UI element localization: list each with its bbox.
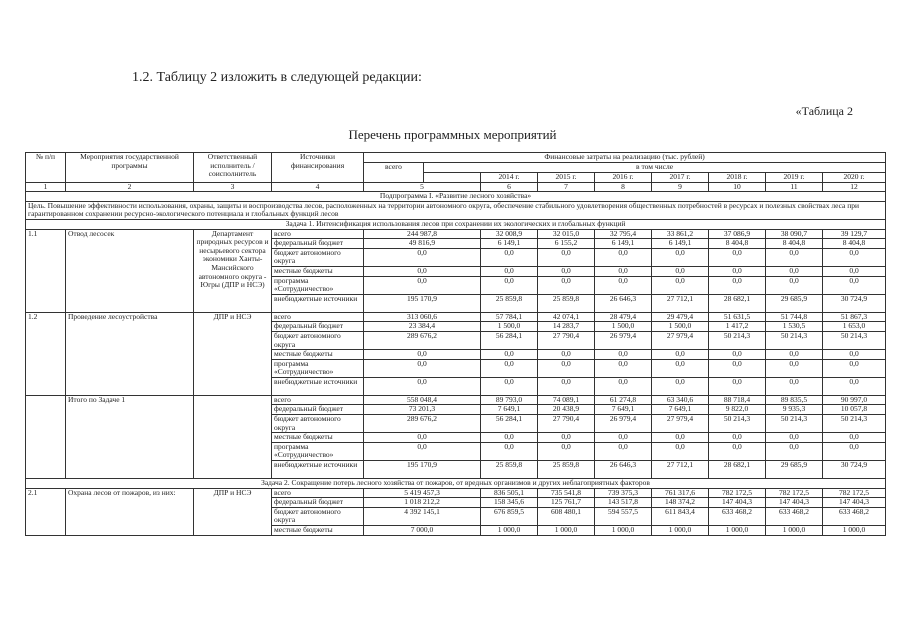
value-year: 1 000,0 — [652, 526, 709, 536]
value-year: 1 500,0 — [652, 322, 709, 332]
column-number: 2 — [66, 182, 194, 192]
column-number: 6 — [481, 182, 538, 192]
value-year: 26 979,4 — [595, 331, 652, 349]
executor: ДПР и НСЭ — [194, 312, 272, 395]
value-year: 1 000,0 — [766, 526, 823, 536]
value-total: 558 048,4 — [364, 395, 481, 405]
row-number: 1.2 — [26, 312, 66, 395]
value-year: 8 404,8 — [823, 239, 886, 249]
value-year: 0,0 — [766, 359, 823, 377]
intro-text: 1.2. Таблицу 2 изложить в следующей редакции: — [132, 70, 422, 85]
value-year: 782 172,5 — [766, 488, 823, 498]
value-year: 6 149,1 — [481, 239, 538, 249]
value-year: 782 172,5 — [823, 488, 886, 498]
value-year: 0,0 — [823, 276, 886, 294]
value-year: 0,0 — [709, 350, 766, 360]
value-year: 0,0 — [538, 266, 595, 276]
funding-source: федеральный бюджет — [272, 498, 364, 508]
activity-name: Проведение лесоустройства — [66, 312, 194, 395]
funding-source: федеральный бюджет — [272, 322, 364, 332]
value-year: 0,0 — [709, 276, 766, 294]
value-year: 1 500,0 — [595, 322, 652, 332]
value-year: 74 089,1 — [538, 395, 595, 405]
value-year: 0,0 — [652, 276, 709, 294]
funding-source: местные бюджеты — [272, 350, 364, 360]
value-year: 0,0 — [481, 442, 538, 460]
funding-source: всего — [272, 395, 364, 405]
value-year: 0,0 — [595, 350, 652, 360]
value-year: 56 284,1 — [481, 415, 538, 433]
funding-source: федеральный бюджет — [272, 405, 364, 415]
column-number: 4 — [272, 182, 364, 192]
value-year: 0,0 — [709, 248, 766, 266]
value-year: 42 074,1 — [538, 312, 595, 322]
value-year: 0,0 — [481, 276, 538, 294]
value-year: 0,0 — [766, 266, 823, 276]
value-year: 38 090,7 — [766, 229, 823, 239]
table-row — [26, 312, 886, 322]
value-year: 88 718,4 — [709, 395, 766, 405]
value-year: 89 835,5 — [766, 395, 823, 405]
value-year: 89 793,0 — [481, 395, 538, 405]
column-number: 7 — [538, 182, 595, 192]
value-year: 90 997,0 — [823, 395, 886, 405]
funding-source: программа «Сотрудничество» — [272, 359, 364, 377]
header-year: 2020 г. — [823, 172, 886, 182]
value-year: 0,0 — [538, 276, 595, 294]
value-year: 6 155,2 — [538, 239, 595, 249]
value-year: 1 417,2 — [709, 322, 766, 332]
value-year: 0,0 — [538, 359, 595, 377]
value-year: 30 724,9 — [823, 294, 886, 312]
value-year: 0,0 — [766, 248, 823, 266]
value-year: 0,0 — [652, 266, 709, 276]
activity-name: Охрана лесов от пожаров, из них: — [66, 488, 194, 535]
value-year: 0,0 — [823, 359, 886, 377]
value-year: 26 646,3 — [595, 461, 652, 479]
value-year: 7 649,1 — [595, 405, 652, 415]
value-year: 0,0 — [823, 377, 886, 395]
value-total: 0,0 — [364, 359, 481, 377]
value-year: 0,0 — [481, 377, 538, 395]
value-year: 0,0 — [595, 359, 652, 377]
value-total: 289 676,2 — [364, 331, 481, 349]
value-total: 0,0 — [364, 266, 481, 276]
header-year: 2014 г. — [481, 172, 538, 182]
table-row — [26, 229, 886, 239]
value-year: 676 859,5 — [481, 507, 538, 525]
value-year: 28 682,1 — [709, 294, 766, 312]
value-year: 25 859,8 — [538, 294, 595, 312]
value-year: 51 867,3 — [823, 312, 886, 322]
value-year: 27 979,4 — [652, 331, 709, 349]
value-total: 313 060,6 — [364, 312, 481, 322]
funding-source: программа «Сотрудничество» — [272, 276, 364, 294]
value-year: 0,0 — [823, 433, 886, 443]
header-year: 2017 г. — [652, 172, 709, 182]
value-year: 0,0 — [595, 266, 652, 276]
column-number: 3 — [194, 182, 272, 192]
value-year: 1 000,0 — [595, 526, 652, 536]
value-year: 594 557,5 — [595, 507, 652, 525]
value-year: 0,0 — [538, 442, 595, 460]
value-year: 0,0 — [766, 377, 823, 395]
task-row: Задача 1. Интенсификация использования лесов при сохранении их экологических и глобальных функций — [26, 219, 886, 229]
value-year: 27 790,4 — [538, 415, 595, 433]
value-year: 0,0 — [709, 433, 766, 443]
header-including: в том числе — [424, 163, 886, 173]
value-total: 7 000,0 — [364, 526, 481, 536]
value-total: 195 170,9 — [364, 294, 481, 312]
task-row: Задача 2. Сокращение потерь лесного хозяйства от пожаров, от вредных организмов и других неблагоприятных факторов — [26, 479, 886, 489]
goal-row: Цель. Повышение эффективности использования, охраны, защиты и воспроизводства лесов, расположенных на территории автономного округа, обеспечение стабильного удовлетворения общественных потребностей в ресурсах и полезных свойствах леса при гарантированном сохранении ресурсно-экологического потенциала и глобальных функций лесов — [26, 201, 886, 219]
column-number: 8 — [595, 182, 652, 192]
value-year: 143 517,8 — [595, 498, 652, 508]
funding-source: всего — [272, 312, 364, 322]
value-year: 27 790,4 — [538, 331, 595, 349]
value-total: 4 392 145,1 — [364, 507, 481, 525]
value-year: 0,0 — [481, 350, 538, 360]
subprogram-row: Подпрограмма I. «Развитие лесного хозяйства» — [26, 192, 886, 202]
value-year: 51 631,5 — [709, 312, 766, 322]
value-year: 10 057,8 — [823, 405, 886, 415]
value-total: 0,0 — [364, 248, 481, 266]
value-total: 0,0 — [364, 276, 481, 294]
value-year: 782 172,5 — [709, 488, 766, 498]
header-year: 2019 г. — [766, 172, 823, 182]
value-year: 29 685,9 — [766, 294, 823, 312]
value-year: 9 935,3 — [766, 405, 823, 415]
value-total: 0,0 — [364, 433, 481, 443]
value-year: 7 649,1 — [652, 405, 709, 415]
value-year: 0,0 — [481, 248, 538, 266]
value-year: 27 712,1 — [652, 294, 709, 312]
header-source: Источники финансирования — [272, 153, 364, 183]
value-year: 0,0 — [652, 359, 709, 377]
funding-source: внебюджетные источники — [272, 461, 364, 479]
value-year: 50 214,3 — [766, 331, 823, 349]
value-year: 1 500,0 — [481, 322, 538, 332]
executor — [194, 395, 272, 478]
value-year: 26 979,4 — [595, 415, 652, 433]
value-year: 0,0 — [481, 266, 538, 276]
value-year: 0,0 — [823, 442, 886, 460]
value-year: 0,0 — [709, 377, 766, 395]
activity-name: Итого по Задаче 1 — [66, 395, 194, 478]
value-year: 27 979,4 — [652, 415, 709, 433]
value-total: 5 419 457,3 — [364, 488, 481, 498]
value-total: 49 816,9 — [364, 239, 481, 249]
table-reference: «Таблица 2 — [795, 104, 853, 118]
programme-table — [25, 152, 886, 536]
value-year: 1 000,0 — [709, 526, 766, 536]
value-year: 0,0 — [595, 248, 652, 266]
value-total: 1 018 212,2 — [364, 498, 481, 508]
value-year: 0,0 — [823, 266, 886, 276]
value-year: 0,0 — [481, 433, 538, 443]
value-year: 0,0 — [709, 359, 766, 377]
funding-source: бюджет автономного округа — [272, 507, 364, 525]
value-year: 50 214,3 — [823, 415, 886, 433]
value-year: 836 505,1 — [481, 488, 538, 498]
value-total: 244 987,8 — [364, 229, 481, 239]
value-year: 6 149,1 — [652, 239, 709, 249]
table-row — [26, 395, 886, 405]
funding-source: бюджет автономного округа — [272, 248, 364, 266]
column-number: 12 — [823, 182, 886, 192]
value-year: 7 649,1 — [481, 405, 538, 415]
value-year: 39 129,7 — [823, 229, 886, 239]
funding-source: бюджет автономного округа — [272, 415, 364, 433]
value-year: 147 404,3 — [709, 498, 766, 508]
header-activity: Мероприятия государственной программы — [66, 153, 194, 183]
funding-source: местные бюджеты — [272, 266, 364, 276]
value-year: 0,0 — [652, 377, 709, 395]
value-year: 57 784,1 — [481, 312, 538, 322]
funding-source: внебюджетные источники — [272, 377, 364, 395]
row-number: 2.1 — [26, 488, 66, 535]
header-year-blank — [424, 172, 481, 182]
funding-source: бюджет автономного округа — [272, 331, 364, 349]
value-year: 147 404,3 — [823, 498, 886, 508]
value-year: 148 374,2 — [652, 498, 709, 508]
value-year: 1 000,0 — [481, 526, 538, 536]
value-year: 0,0 — [766, 433, 823, 443]
column-number: 1 — [26, 182, 66, 192]
value-year: 761 317,6 — [652, 488, 709, 498]
value-year: 27 712,1 — [652, 461, 709, 479]
value-year: 32 795,4 — [595, 229, 652, 239]
value-year: 633 468,2 — [766, 507, 823, 525]
funding-source: всего — [272, 488, 364, 498]
value-year: 37 086,9 — [709, 229, 766, 239]
value-year: 0,0 — [709, 266, 766, 276]
value-year: 28 682,1 — [709, 461, 766, 479]
value-year: 735 541,8 — [538, 488, 595, 498]
executor: Департамент природных ресурсов и несырьевого сектора экономики Ханты-Мансийского автономного округа - Югры (ДПР и НСЭ) — [194, 229, 272, 312]
value-year: 608 480,1 — [538, 507, 595, 525]
value-year: 25 859,8 — [538, 461, 595, 479]
value-year: 25 859,8 — [481, 461, 538, 479]
value-total: 23 384,4 — [364, 322, 481, 332]
value-year: 51 744,8 — [766, 312, 823, 322]
value-year: 158 345,6 — [481, 498, 538, 508]
value-total: 195 170,9 — [364, 461, 481, 479]
value-year: 56 284,1 — [481, 331, 538, 349]
value-year: 50 214,3 — [709, 331, 766, 349]
header-executor: Ответственный исполнитель / соисполнитель — [194, 153, 272, 183]
activity-name: Отвод лесосек — [66, 229, 194, 312]
value-year: 0,0 — [538, 350, 595, 360]
header-year: 2018 г. — [709, 172, 766, 182]
value-year: 1 653,0 — [823, 322, 886, 332]
value-year: 8 404,8 — [709, 239, 766, 249]
value-year: 0,0 — [538, 377, 595, 395]
column-number: 9 — [652, 182, 709, 192]
table-title: Перечень программных мероприятий — [348, 127, 557, 142]
value-year: 0,0 — [823, 350, 886, 360]
funding-source: программа «Сотрудничество» — [272, 442, 364, 460]
value-total: 0,0 — [364, 377, 481, 395]
value-year: 32 008,9 — [481, 229, 538, 239]
value-year: 633 468,2 — [709, 507, 766, 525]
value-year: 0,0 — [766, 442, 823, 460]
value-total: 0,0 — [364, 442, 481, 460]
value-year: 0,0 — [538, 433, 595, 443]
value-year: 0,0 — [823, 248, 886, 266]
value-year: 125 761,7 — [538, 498, 595, 508]
header-total: всего — [364, 163, 424, 183]
header-num: № п/п — [26, 153, 66, 183]
header-costs: Финансовые затраты на реализацию (тыс. рублей) — [364, 153, 886, 163]
value-year: 0,0 — [766, 350, 823, 360]
value-year: 0,0 — [538, 248, 595, 266]
funding-source: местные бюджеты — [272, 433, 364, 443]
header-year: 2016 г. — [595, 172, 652, 182]
funding-source: местные бюджеты — [272, 526, 364, 536]
value-year: 28 479,4 — [595, 312, 652, 322]
value-year: 0,0 — [595, 442, 652, 460]
table-row — [26, 488, 886, 498]
value-year: 0,0 — [652, 442, 709, 460]
header-year: 2015 г. — [538, 172, 595, 182]
value-year: 0,0 — [709, 442, 766, 460]
value-year: 9 822,0 — [709, 405, 766, 415]
value-year: 14 283,7 — [538, 322, 595, 332]
value-year: 25 859,8 — [481, 294, 538, 312]
row-number — [26, 395, 66, 478]
value-year: 0,0 — [766, 276, 823, 294]
value-year: 0,0 — [652, 433, 709, 443]
value-year: 633 468,2 — [823, 507, 886, 525]
funding-source: всего — [272, 229, 364, 239]
value-year: 0,0 — [652, 350, 709, 360]
column-number: 10 — [709, 182, 766, 192]
column-number: 11 — [766, 182, 823, 192]
value-year: 1 000,0 — [538, 526, 595, 536]
value-total: 289 676,2 — [364, 415, 481, 433]
value-year: 611 843,4 — [652, 507, 709, 525]
value-year: 32 015,0 — [538, 229, 595, 239]
value-year: 147 404,3 — [766, 498, 823, 508]
funding-source: внебюджетные источники — [272, 294, 364, 312]
value-year: 30 724,9 — [823, 461, 886, 479]
value-year: 29 479,4 — [652, 312, 709, 322]
executor: ДПР и НСЭ — [194, 488, 272, 535]
value-year: 6 149,1 — [595, 239, 652, 249]
value-year: 29 685,9 — [766, 461, 823, 479]
value-year: 26 646,3 — [595, 294, 652, 312]
value-year: 0,0 — [595, 433, 652, 443]
value-year: 1 000,0 — [823, 526, 886, 536]
value-year: 1 530,5 — [766, 322, 823, 332]
value-year: 33 861,2 — [652, 229, 709, 239]
value-year: 0,0 — [595, 276, 652, 294]
value-year: 61 274,8 — [595, 395, 652, 405]
value-year: 20 438,9 — [538, 405, 595, 415]
value-year: 63 340,6 — [652, 395, 709, 405]
value-total: 73 201,3 — [364, 405, 481, 415]
row-number: 1.1 — [26, 229, 66, 312]
value-year: 8 404,8 — [766, 239, 823, 249]
value-year: 739 375,3 — [595, 488, 652, 498]
value-year: 50 214,3 — [823, 331, 886, 349]
column-number: 5 — [364, 182, 481, 192]
value-year: 0,0 — [595, 377, 652, 395]
value-year: 0,0 — [481, 359, 538, 377]
value-total: 0,0 — [364, 350, 481, 360]
funding-source: федеральный бюджет — [272, 239, 364, 249]
value-year: 0,0 — [652, 248, 709, 266]
value-year: 50 214,3 — [709, 415, 766, 433]
value-year: 50 214,3 — [766, 415, 823, 433]
